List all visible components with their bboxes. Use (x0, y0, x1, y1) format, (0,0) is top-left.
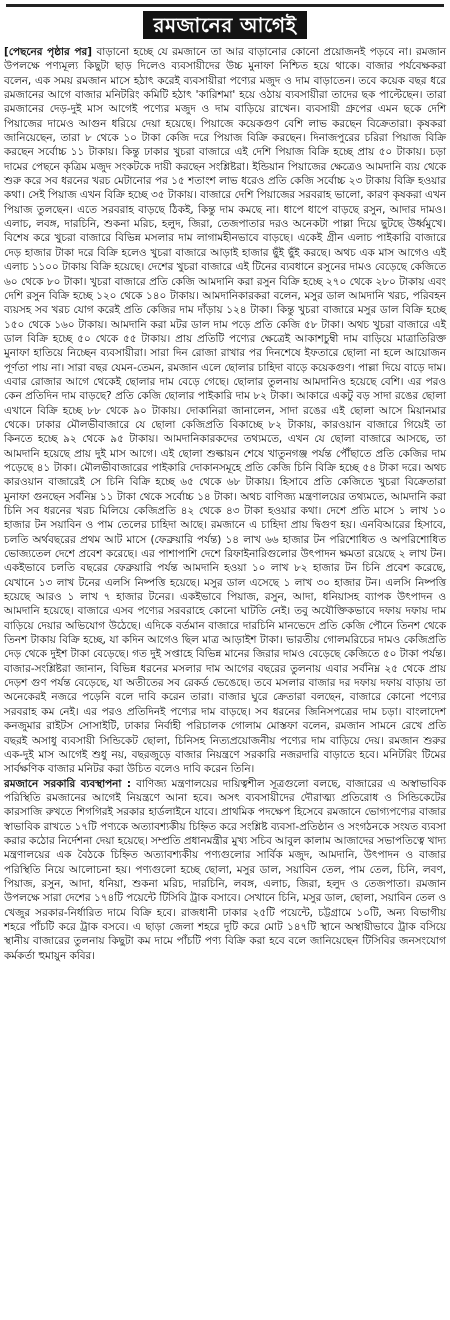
headline: রমজানের আগেই (143, 11, 306, 39)
paragraph-1-text: বাড়ানো হচ্ছে যে রমজানে তা আর বাড়ানোর কোনো প্রয়োজনই পড়বে না। রমজান উপলক্ষে পণ্যমূল্য কিছুটা ছাড় দিলেও ব্যবসায়ীদের উচ্চ মুনাফা নিশ্চিত হয়ে থাকে। বাজার পর্যবেক্ষকরা বলেন, এক সময় রমজান মাসে হঠাৎ করেই ব্যবসায়ীরা পণ্যের মজুদ ও দাম বাড়াতেন। তবে কয়েক বছর ধরে রমজানের আগে বাজার মনিটরিং কমিটি হঠাৎ 'কারিশমা' হয়ে ওঠায় ব্যবসায়ীরা তাদের ছক পাল্টেছেন। তারা রমজানের দেড়-দুই মাস আগেই পণ্যের মজুদ ও দাম বাড়িয়ে রাখেন। ব্যবসায়ী গ্রুপের এমন ছকে দেশি পিয়াজের দামেও আগুন ধরিয়ে দেয়া হয়েছে। পিয়াজে কয়েকগুণ বেশি লাভ করছেন বিক্রেতারা। কৃষকরা জানিয়েছেন, তারা ৮ থেকে ১০ টাকা কেজি দরে পিয়াজ বিক্রি করছেন। দিনাজপুরের চরিরা পিয়াজ বিক্রি করছেন সর্বোচ্চ ১১ টাকায়। কিন্তু ঢাকার খুচরা বাজারে এই দেশি পিয়াজ বিক্রি হচ্ছে প্রায় ৫০ টাকায়। চড়া দামের পেছনে কৃত্রিম মজুদ সংকটকে দায়ী করছেন সংশ্লিষ্টরা। ইন্ডিয়ান পিয়াজের ক্ষেত্রেও আমদানি ব্যয় থেকে শুরু করে সব ধরনের খরচ মেটানোর পর ১৫ শতাংশ লাভ ধরেও প্রতি কেজি সর্বোচ্চ ২৩ টাকায় বিক্রি হওয়ার কথা। সেই পিয়াজ এখন বিক্রি হচ্ছে ৩৫ টাকায়। বাজারে দেশি পিয়াজের সরবরাহ ভালো, কারণ কৃষকরা এখন পিয়াজ তুলছেন। এতে সরবরাহ বাড়ছে ঠিকই, কিন্তু দাম কমছে না। ধাপে ধাপে বাড়ছে রসুন, আদার দামও। এলাচ, লবঙ্গ, দারচিনি, শুকনা মরিচ, হলুদ, জিরা, তেজপাতার দরও অনেকটা পাল্লা দিয়ে ছুটছে উর্ধ্বমুখে। বিশেষ করে খুচরা বাজারে বিভিন্ন মসলার দাম লাগামহীনভাবে বাড়ছে। একেই গ্রীন এলাচ পাইকারি বাজারে দেড় হাজার টাকা দরে বিক্রি হলেও খুচরা বাজারে আড়াই হাজার ছুঁই ছুঁই করছে। অথচ এক মাস আগেও এই এলাচ ১১০০ টাকায় বিক্রি হয়েছে। দেশের খুচরা বাজারে এই টিনের ব্যবধানে রসুনের দামও বেড়েছে কেজিতে ৬০ থেকে ৮০ টাকা। খুচরা বাজারে প্রতি কেজি আমদানি করা রসুন বিক্রি হচ্ছে ২৭০ থেকে ২৮০ টাকায় এবং দেশি রসুন বিক্রি হচ্ছে ১২০ থেকে ১৪০ টাকায়। আমদানিকারকরা বলেন, মসুর ডাল আমদানি খরচ, পরিবহন ব্যয়সহ সব খরচ যোগ করেই প্রতি কেজির দাম দাঁড়ায় ১২৪ টাকা। কিন্তু খুচরা বাজারে মসুর ডাল বিক্রি হচ্ছে ১৫০ থেকে ১৬০ টাকায়। আমদানি করা মটর ডাল দাম পড়ে প্রতি কেজি ৫৮ টাকা। অথচ খুচরা বাজারে এই ডাল বিক্রি হচ্ছে ৫০ থেকে ৫৫ টাকায়। প্রায় প্রতিটি পণ্যের ক্ষেত্রেই আকাশচুম্বী দাম বাড়িয়ে মাত্রাতিরিক্ত মুনাফা হাতিয়ে নিচ্ছেন ব্যবসায়ীরা। সারা দিন রোজা রাখার পর দিনশেষে ইফতারে ছোলা না হলে আয়োজন পূর্ণতা পায় না। সারা বছর যেমন-তেমন, রমজান এলে ছোলার চাহিদা বাড়ে কয়েকগুণ। পাল্লা দিয়ে বাড়ে দাম। এবার রোজার আগে থেকেই ছোলার দাম বেড়ে গেছে। ছোলার তুলনায় আমদানিও হয়েছে বেশি। এর পরও কেন প্রতিদিন দাম বাড়ছে? প্রতি কেজি ছোলার পাইকারি দাম ৮২ টাকা। আকারে একটু বড় সাদা রঙের ছোলা এখানে বিক্রি হচ্ছে ৮৮ থেকে ৯০ টাকায়। দোকানিরা জানালেন, সাদা রঙের এই ছোলা আসে মিয়ানমার থেকে। ঢাকার মৌলভীবাজারে যে ছোলা কেজিপ্রতি বিকাচ্ছে ৮২ টাকায়, কারওয়ান বাজারে গিয়েই তা কিনতে হচ্ছে ৯২ থেকে ৯৫ টাকায়। আমদানিকারকদের তথ্যমতে, এখন যে ছোলা বাজারে আসছে, তা আমদানি হয়েছে প্রায় দুই মাস আগে। এই ছোলা শুল্কায়ন শেষে খাতুনগঞ্জ পর্যন্ত পৌঁছাতে প্রতি কেজির দাম পড়েছে ৪১ টাকা। মৌলভীবাজারের পাইকারি দোকানসমূহে প্রতি কেজি চিনি বিক্রি হচ্ছে ৫৪ টাকা দরে। অথচ কারওয়ান বাজারেই সে চিনি বিক্রি হচ্ছে ৬৫ থেকে ৬৮ টাকায়। হিসাবে প্রতি কেজিতে খুচরা বিক্রেতারা মুনাফা গুনছেন সর্বনিম্ন ১১ টাকা থেকে সর্বোচ্চ ১৪ টাকা। অথচ বাণিজ্য মন্ত্রণালয়ের তথ্যমতে, আমদানি করা চিনি সব ধরনের খরচ মিলিয়ে কেজিপ্রতি ৪২ থেকে ৪৩ টাকা হওয়ার কথা। দেশে প্রতি মাসে ১ লাখ ১০ হাজার টন সয়াবিন ও পাম তেলের চাহিদা আছে। রমজানে এ চাহিদা প্রায় দ্বিগুণ হয়। এনবিআরের হিসাবে, চলতি অর্থবছরের প্রথম আট মাসে (ফেব্রুয়ারি পর্যন্ত) ১৪ লাখ ৬৬ হাজার টন পরিশোধিত ও অপরিশোধিত ভোজ্যতেল দেশে প্রবেশ করেছে। এর পাশাপাশি দেশে রিফাইনারিগুলোর উৎপাদন ক্ষমতা রয়েছে ২ লাখ টন। একইভাবে চলতি বছরের ফেব্রুয়ারি পর্যন্ত আমদানি হওয়া ১০ লাখ ৮২ হাজার টন চিনি প্রবেশ করেছে, যেখানে ১৩ লাখ টনের এলসি নিষ্পত্তি হয়েছে। মসুর ডাল এসেছে ১ লাখ ৩০ হাজার টন। এলসি নিষ্পত্তি হয়েছে আরও ১ লাখ ৭ হাজার টনের। একইভাবে পিয়াজ, রসুন, আদা, ধনিয়াসহ ব্যাপক উৎপাদন ও আমদানি হয়েছে। বাজারে এসব পণ্যের সরবরাহে কোনো ঘাটতি নেই। তবু অযৌক্তিকভাবে দফায় দফায় দাম বাড়িয়ে দেয়ার অভিযোগ উঠেছে। এদিকে বর্তমান বাজারে দারচিনি মানভেদে প্রতি কেজি পৌনে তিনশ থেকে তিনশ টাকায় বিক্রি হচ্ছে, যা কদিন আগেও ছিল মাত্র আড়াইশ টাকা। ভারতীয় গোলমরিচের দামও কেজিপ্রতি দেড় থেকে দুইশ টাকা বেড়েছে। গত দুই সপ্তাহে বিভিন্ন মানের জিরার দামও বেড়েছে কেজিতে ৫০ টাকা পর্যন্ত। বাজার-সংশ্লিষ্টরা জানান, বিভিন্ন ধরনের মসলার দাম আগের বছরের তুলনায় এবার সর্বনিম্ন ২৫ থেকে প্রায় দেড়শ গুণ পর্যন্ত বেড়েছে, যা অতীতের সব রেকর্ড ভেঙেছে। তবে মসলার বাজার দর দফায় দফায় বাড়ায় তা অনেকেরই নজরে পড়েনি বলে দাবি করেন তারা। বাজার ঘুরে ক্রেতারা বলছেন, বাজারে কোনো পণ্যের সরবরাহ কম নেই। এর পরও প্রতিদিনই পণ্যের দাম বাড়ছে। সব ধরনের জিনিসপত্রের দাম চড়া। বাংলাদেশ কনজুমার রাইটস সোসাইটি, ঢাকার নির্বাহী পরিচালক গোলাম মোস্তফা বলেন, রমজান সামনে রেখে প্রতি বছরই অসাধু ব্যবসায়ী সিন্ডিকেট ছোলা, চিনিসহ নিত্যপ্রয়োজনীয় পণ্যের দাম বাড়িয়ে দেয়। রমজান শুরুর এক-দুই মাস আগেই শুধু নয়, বছরজুড়ে বাজার নিয়ন্ত্রণে সরকারি নজরদারি বাড়াতে হবে। মনিটরিং টিমের সার্বক্ষণিক বাজার মনিটর করা উচিত বলেও দাবি করেন তিনি। (4, 46, 446, 776)
article-body (4, 45, 446, 963)
article-paragraph (4, 45, 446, 777)
subheading: রমজানে সরকারি ব্যবস্থাপনা : (4, 777, 131, 790)
article-paragraph (4, 777, 446, 963)
top-rule (6, 4, 444, 7)
headline-banner (4, 11, 446, 39)
paragraph-2-text: বাণিজ্য মন্ত্রণালয়ের দায়িত্বশীল সূত্রগুলো বলছে, বাজারের এ অস্বাভাবিক পরিস্থিতি রমজানের আগেই নিয়ন্ত্রণে আনা হবে। অসৎ ব্যবসায়ীদের দৌরাত্ম্য প্রতিরোধ ও সিন্ডিকেটের কারসাজি রুখতে শিগগিরই সরকার হার্ডলাইনে যাবে। প্রাথমিক পদক্ষেপ হিসেবে রমজানে ভোগ্যপণ্যের বাজার স্বাভাবিক রাখতে ১৭টি পণ্যকে অত্যাবশ্যকীয় চিহ্নিত করে সংশ্লিষ্ট ব্যবসা-প্রতিষ্ঠান ও সংগঠনকে সংযত ব্যবসা করার কঠোর নির্দেশনা দেয়া হয়েছে। সম্প্রতি প্রধানমন্ত্রীর মুখ্য সচিব আবুল কালাম আজাদের সভাপতিত্বে খাদ্য মন্ত্রণালয়ের এক বৈঠকে চিহ্নিত অত্যাবশ্যকীয় পণ্যগুলোর সার্বিক মজুদ, আমদানি, উৎপাদন ও বাজার পরিস্থিতি নিয়ে আলোচনা হয়। পণ্যগুলো হচ্ছে ছোলা, মসুর ডাল, সয়াবিন তেল, পাম তেল, চিনি, লবণ, পিয়াজ, রসুন, আদা, ধনিয়া, শুকনা মরিচ, দারচিনি, লবঙ্গ, এলাচ, জিরা, হলুদ ও তেজপাতা। রমজান উপলক্ষে সারা দেশের ১৭৪টি পয়েন্টে টিসিবি ট্রাক বসাবে। সেখানে চিনি, মসুর ডাল, ছোলা, সয়াবিন তেল ও খেজুর সরকার-নির্ধারিত দামে বিক্রি হবে। রাজধানী ঢাকার ২৫টি পয়েন্টে, চট্টগ্রামে ১০টি, অন্য বিভাগীয় শহরে পাঁচটি করে ট্রাক বসবে। এ ছাড়া জেলা শহরে দুটি করে মোট ১৪৭টি স্থানে অস্থায়ীভাবে ট্রাক বসিয়ে স্থানীয় বাজারের তুলনায় কিছুটা কম দামে পাঁচটি পণ্য বিক্রি করা হবে বলে জানিয়েছেন টিসিবির জনসংযোগ কর্মকর্তা হুমায়ুন কবির। (4, 777, 446, 962)
continued-from-tag: [পেছনের পৃষ্ঠার পর] (4, 46, 92, 58)
